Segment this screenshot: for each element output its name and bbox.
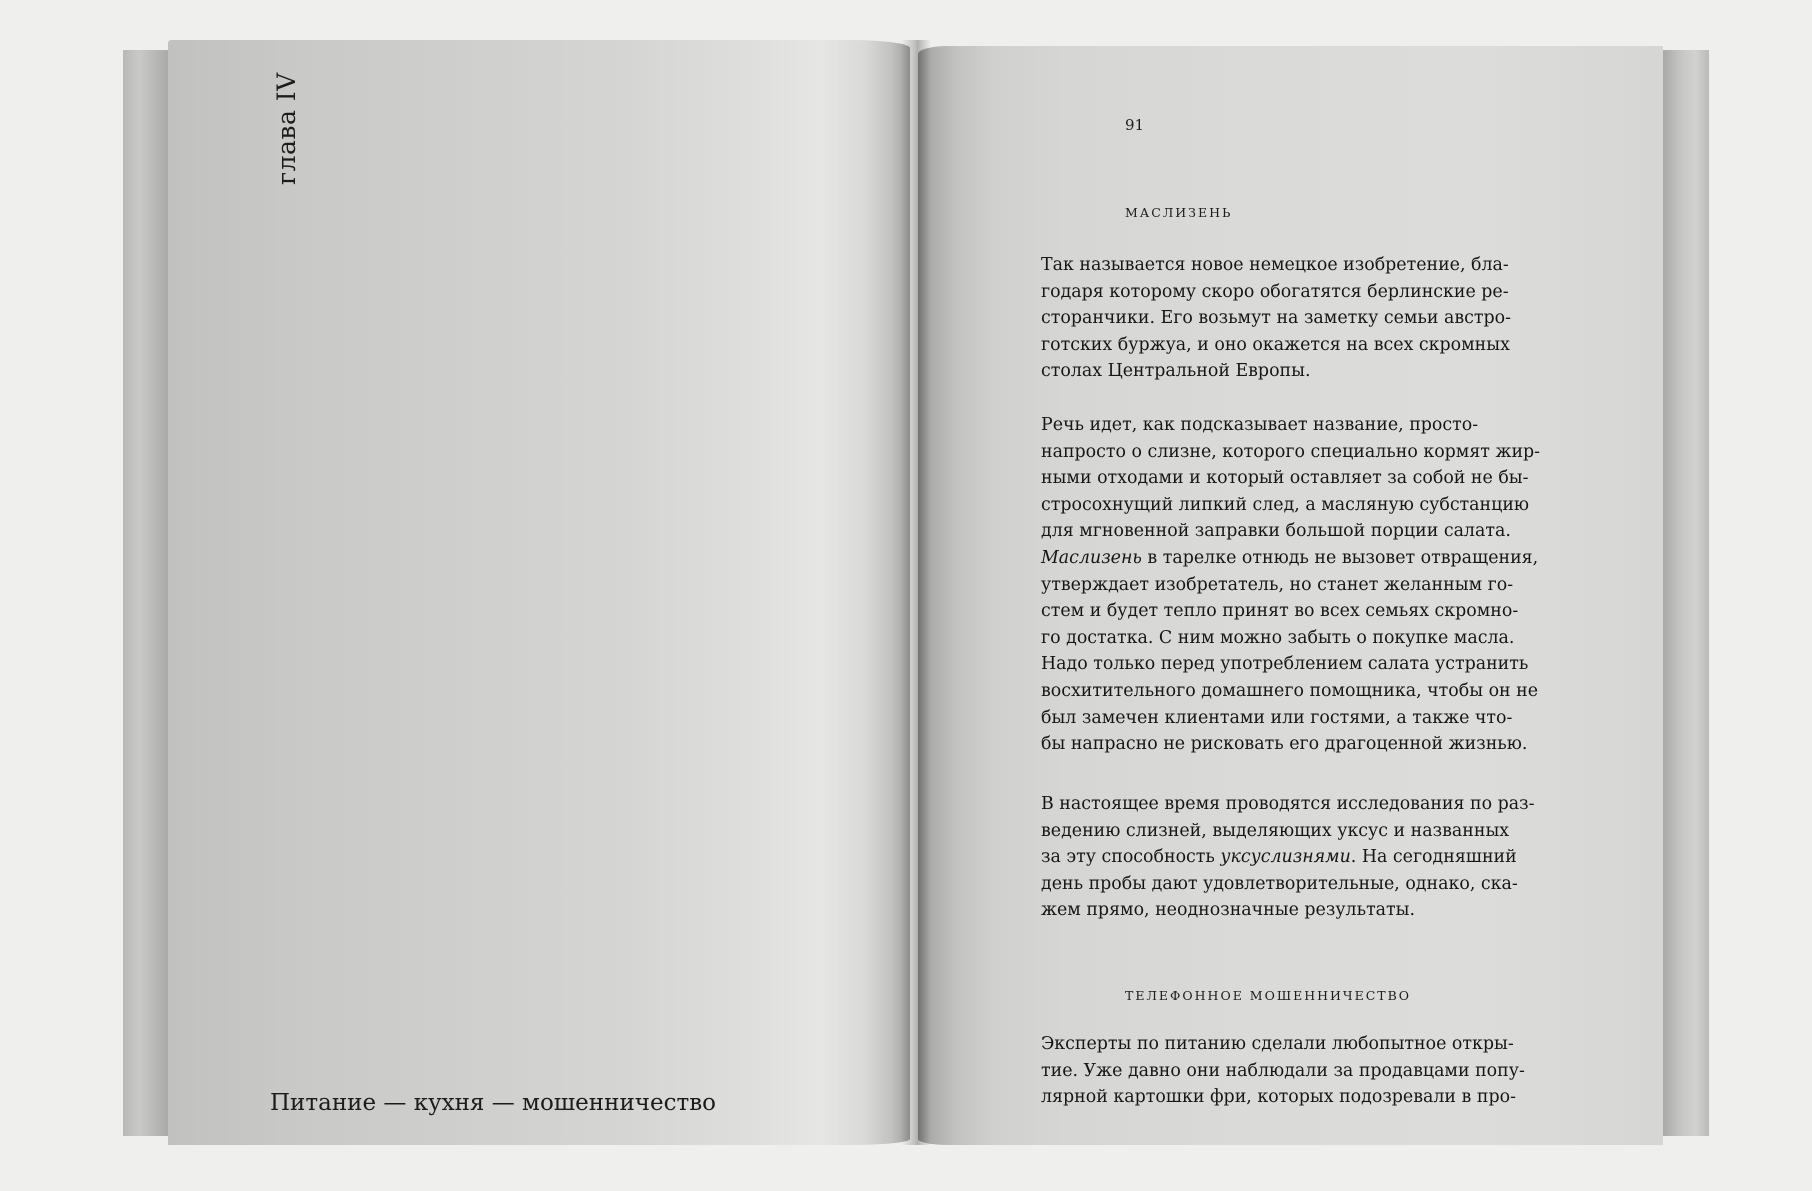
text-line: сторанчики. Его возьмут на заметку семьи австро- — [1041, 308, 1512, 329]
text-line-rest: . На сегодняшний — [1350, 847, 1517, 868]
text-line: В настоящее время проводятся исследования по раз- — [1041, 794, 1535, 814]
text-line: лярной картошки фри, которых подозревали в про- — [1041, 1087, 1516, 1108]
text-line: Речь идет, как подсказывает название, просто- — [1041, 415, 1479, 435]
text-line: столах Центральной Европы. — [1041, 361, 1311, 382]
italic-term-uksuslizni: уксуслизнями — [1220, 847, 1351, 868]
text-line: был замечен клиентами или гостями, а также что- — [1041, 707, 1513, 728]
text-line: день пробы дают удовлетворительные, однако, ска- — [1041, 873, 1518, 894]
text-line: Надо только перед употреблением салата устранить — [1041, 654, 1529, 675]
text-line: восхитительного домашнего помощника, чтобы он не — [1041, 680, 1539, 701]
text-line: го достатка. С ним можно забыть о покупке масла. — [1041, 627, 1515, 648]
text-line: ведению слизней, выделяющих уксус и названных — [1041, 820, 1510, 841]
text-line: готских буржуа, и оно окажется на всех скромных — [1041, 334, 1510, 355]
text-line: жем прямо, неоднозначные результаты. — [1041, 900, 1416, 921]
paragraph-2 — [1041, 412, 1561, 758]
text-line: тие. Уже давно они наблюдали за продавцами попу- — [1041, 1060, 1525, 1081]
section-heading-phone-fraud: ТЕЛЕФОННОЕ МОШЕННИЧЕСТВО — [1125, 988, 1412, 1003]
right-page — [918, 46, 1663, 1145]
chapter-label: глава IV — [272, 72, 301, 185]
right-page-edges — [1663, 50, 1709, 1136]
italic-term-maslizen: Маслизень — [1041, 547, 1142, 568]
page-number: 91 — [1125, 116, 1145, 134]
text-line: Эксперты по питанию сделали любопытное откры- — [1041, 1034, 1514, 1054]
text-line: ными отходами и который оставляет за собой не бы- — [1041, 468, 1529, 489]
text-line: стросохнущий липкий след, а масляную субстанцию — [1041, 494, 1530, 515]
text-line — [1041, 844, 1561, 871]
text-line: стем и будет тепло принят во всех семьях скромно- — [1041, 601, 1519, 622]
text-line-rest: в тарелке отнюдь не вызовет отвращения, — [1147, 547, 1539, 568]
paragraph-1 — [1041, 252, 1561, 385]
paragraph-4 — [1041, 1031, 1561, 1111]
text-line-start: за эту способность — [1041, 847, 1215, 868]
paragraph-3 — [1041, 791, 1561, 924]
text-line: для мгновенной заправки большой порции салата. — [1041, 521, 1511, 542]
left-page-edges — [123, 50, 169, 1136]
text-line: годаря которому скоро обогатятся берлинские ре- — [1041, 281, 1509, 302]
text-line: напросто о слизне, которого специально кормят жир- — [1041, 441, 1541, 462]
text-line: бы напрасно не рисковать его драгоценной жизнью. — [1041, 734, 1528, 755]
section-heading-maslizen: МАСЛИЗЕНЬ — [1125, 205, 1233, 220]
open-book — [123, 40, 1709, 1150]
left-page — [168, 40, 910, 1145]
text-line — [1041, 545, 1561, 572]
text-line: утверждает изобретатель, но станет желанным го- — [1041, 574, 1514, 595]
chapter-subtitle: Питание — кухня — мошенничество — [270, 1090, 716, 1116]
text-line: Так называется новое немецкое изобретение, бла- — [1041, 255, 1509, 275]
